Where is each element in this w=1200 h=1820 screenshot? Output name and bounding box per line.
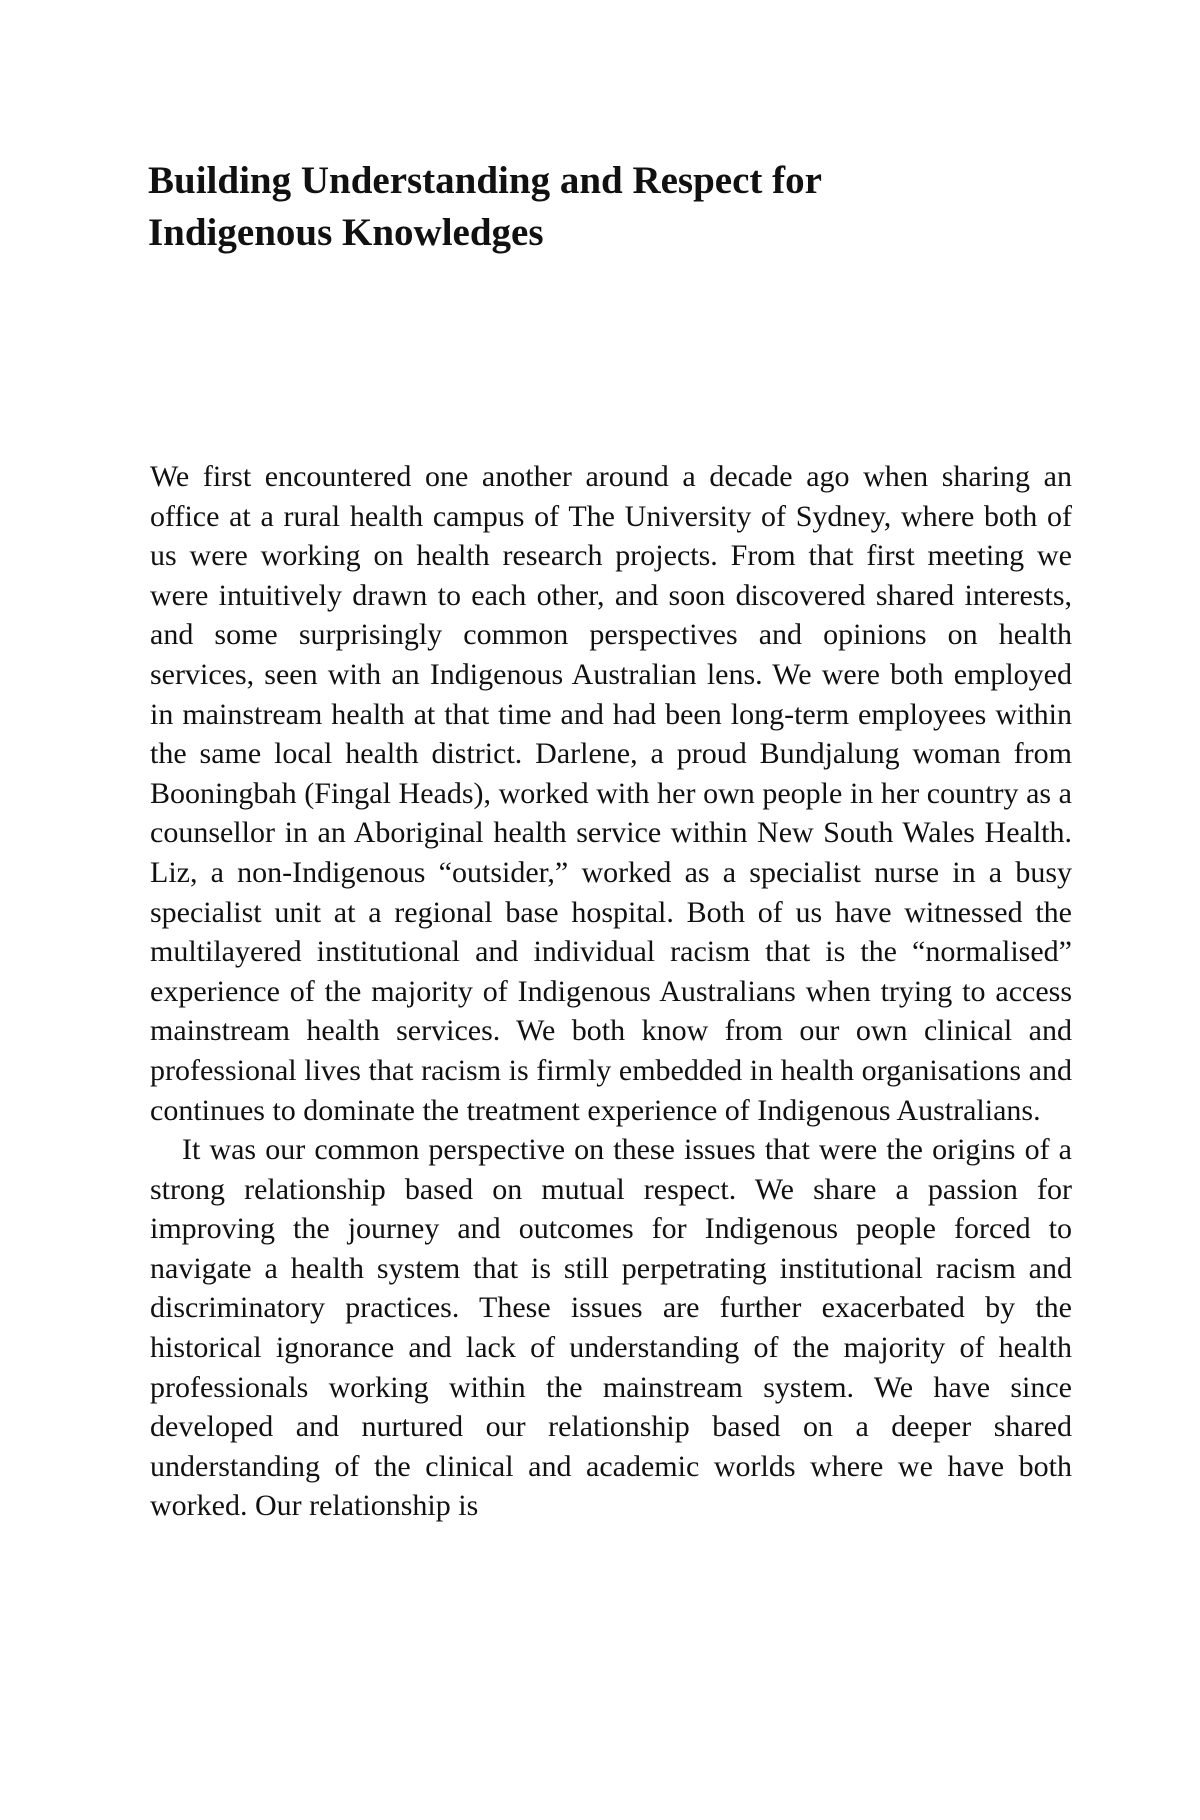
body-text [150, 457, 1072, 1526]
body-paragraph-1: We first encountered one another around a decade ago when sharing an office at a rural health campus of The University of Sydney, where both of us were working on health research projects. From that first meeting we were intuitively drawn to each other, and soon discovered shared interests, and some surprisingly common perspectives and opinions on health services, seen with an Indigenous Australian lens. We were both employed in mainstream health at that time and had been long-term employees within the same local health district. Darlene, a proud Bundjalung woman from Booningbah (Fingal Heads), worked with her own people in her country as a counsellor in an Aboriginal health service within New South Wales Health. Liz, a non-Indigenous “outsider,” worked as a specialist nurse in a busy specialist unit at a regional base hospital. Both of us have witnessed the multilayered institutional and individual racism that is the “normalised” experience of the majority of Indigenous Australians when trying to access mainstream health services. We both know from our own clinical and professional lives that racism is firmly embedded in health organisations and continues to dominate the treatment experience of Indigenous Australians. [150, 460, 1072, 1127]
chapter-title [148, 155, 1068, 259]
chapter-title-line-2: Indigenous Knowledges [148, 211, 544, 254]
body-paragraph-2: It was our common perspective on these issues that were the origins of a strong relationship based on mutual respect. We share a passion for improving the journey and outcomes for Indigenous people forced to navigate a health system that is still perpetrating institutional racism and discriminatory practices. These issues are further exacerbated by the historical ignorance and lack of understanding of the majority of health professionals working within the mainstream system. We have since developed and nurtured our relationship based on a deeper shared understanding of the clinical and academic worlds where we have both worked. Our relationship is [150, 1133, 1072, 1523]
chapter-title-line-1: Building Understanding and Respect for [148, 159, 822, 202]
